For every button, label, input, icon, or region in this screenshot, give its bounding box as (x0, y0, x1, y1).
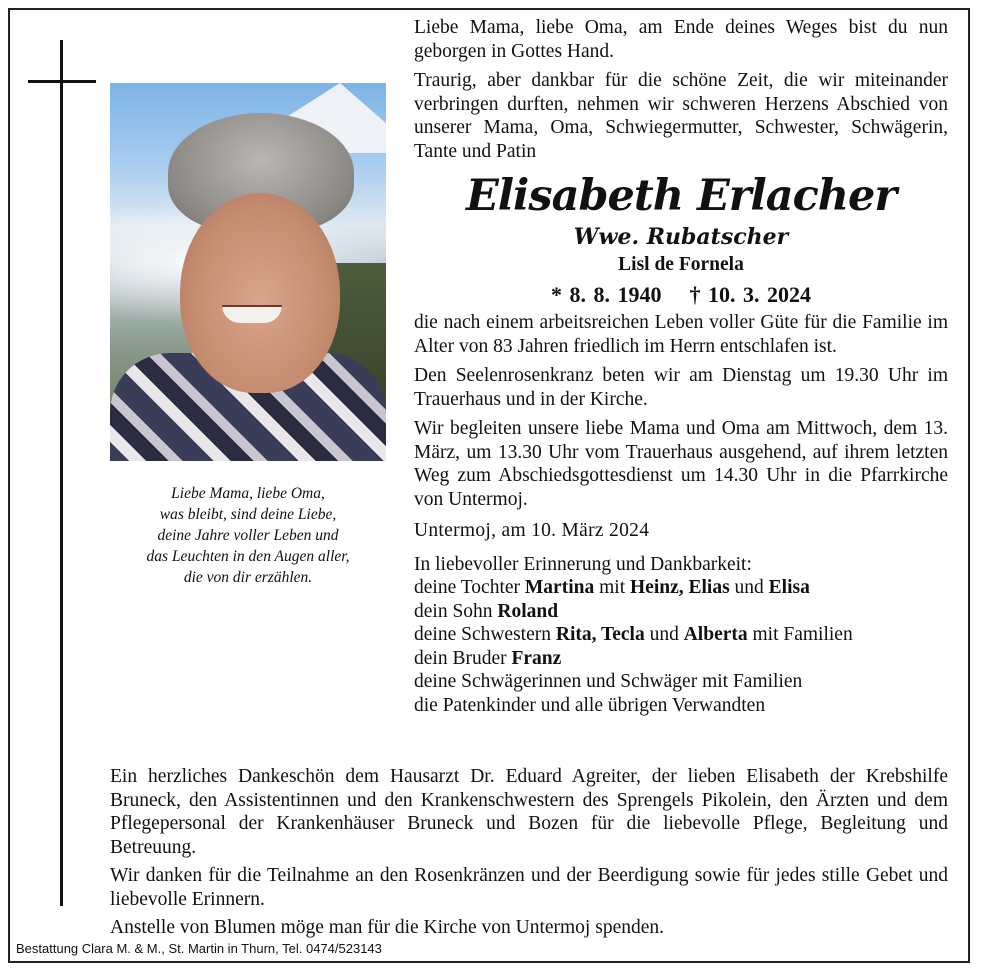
deceased-name: Elisabeth Erlacher (465, 171, 897, 221)
life-dates (414, 279, 948, 311)
body-paragraph: Den Seelenrosenkranz beten wir am Dienstag um 19.30 Uhr im Trauerhaus und in der Kirche. (414, 365, 948, 410)
widow-of: Wwe. Rubatscher (573, 224, 789, 250)
family-line: deine Schwägerinnen und Schwäger mit Familien (414, 671, 803, 692)
family-line: die Patenkinder und alle übrigen Verwandten (414, 694, 766, 716)
intro-paragraph: Liebe Mama, liebe Oma, am Ende deines Weges bist du nun geborgen in Gottes Hand. (414, 17, 948, 62)
cross-icon-bar (28, 80, 96, 83)
thanks-paragraph: Ein herzliches Dankeschön dem Hausarzt Dr. Eduard Agreiter, der lieben Elisabeth der Krebshilfe Bruneck, den Assistentinnen und den Krankenschwestern des Sprengels Pikolein, den Ärzten und dem Pflegepersonal der Krankenhäuser Bruneck und Bozen für die liebevolle Pflege, Begleitung und Betreuung. (110, 766, 948, 858)
family-list (414, 553, 948, 718)
place-date: Untermoj, am 10. März 2024 (414, 520, 650, 541)
nickname: Lisl de Fornela (618, 254, 744, 275)
deceased-block (414, 169, 948, 311)
birth-date: * 8. 8. 1940 (551, 282, 662, 307)
funeral-home-footer: Bestattung Clara M. & M., St. Martin in Thurn, Tel. 0474/523143 (16, 941, 382, 956)
cross-icon (60, 40, 63, 906)
verse-line: Liebe Mama, liebe Oma, (171, 485, 325, 502)
memorial-verse (110, 483, 386, 588)
portrait-photo (110, 83, 386, 461)
family-line: deine Tochter Martina mit Heinz, Elias und Elisa (414, 577, 810, 598)
family-line: deine Schwestern Rita, Tecla und Alberta mit Familien (414, 624, 853, 645)
family-line: dein Sohn Roland (414, 600, 559, 622)
verse-line: deine Jahre voller Leben und (157, 527, 339, 544)
family-line: dein Bruder Franz (414, 647, 562, 669)
thanks-section (110, 765, 948, 945)
verse-line: die von dir erzählen. (183, 569, 313, 586)
body-paragraph: die nach einem arbeitsreichen Leben voller Güte für die Familie im Alter von 83 Jahren friedlich im Herrn entschlafen ist. (414, 312, 948, 357)
intro-paragraph: Traurig, aber dankbar für die schöne Zeit, die wir miteinander verbringen durften, nehmen wir schweren Herzens Abschied von unserer Mama, Oma, Schwiegermutter, Schwester, Schwägerin, Tante und Patin (414, 70, 948, 162)
thanks-paragraph: Anstelle von Blumen möge man für die Kirche von Untermoj spenden. (110, 917, 664, 938)
notice-main-text (414, 16, 948, 717)
body-paragraph: Wir begleiten unsere liebe Mama und Oma am Mittwoch, dem 13. März, um 13.30 Uhr vom Trauerhaus ausgehend, auf ihrem letzten Weg zum Abschiedsgottesdienst um 14.30 Uhr in die Pfarrkirche von Untermoj. (414, 418, 948, 510)
thanks-paragraph: Wir danken für die Teilnahme an den Rosenkränzen und der Beerdigung sowie für jedes stille Gebet und liebevolle Erinnern. (110, 865, 948, 910)
family-heading: In liebevoller Erinnerung und Dankbarkeit: (414, 553, 752, 575)
verse-line: was bleibt, sind deine Liebe, (159, 506, 337, 523)
verse-line: das Leuchten in den Augen aller, (146, 548, 350, 565)
death-date: † 10. 3. 2024 (689, 282, 811, 307)
